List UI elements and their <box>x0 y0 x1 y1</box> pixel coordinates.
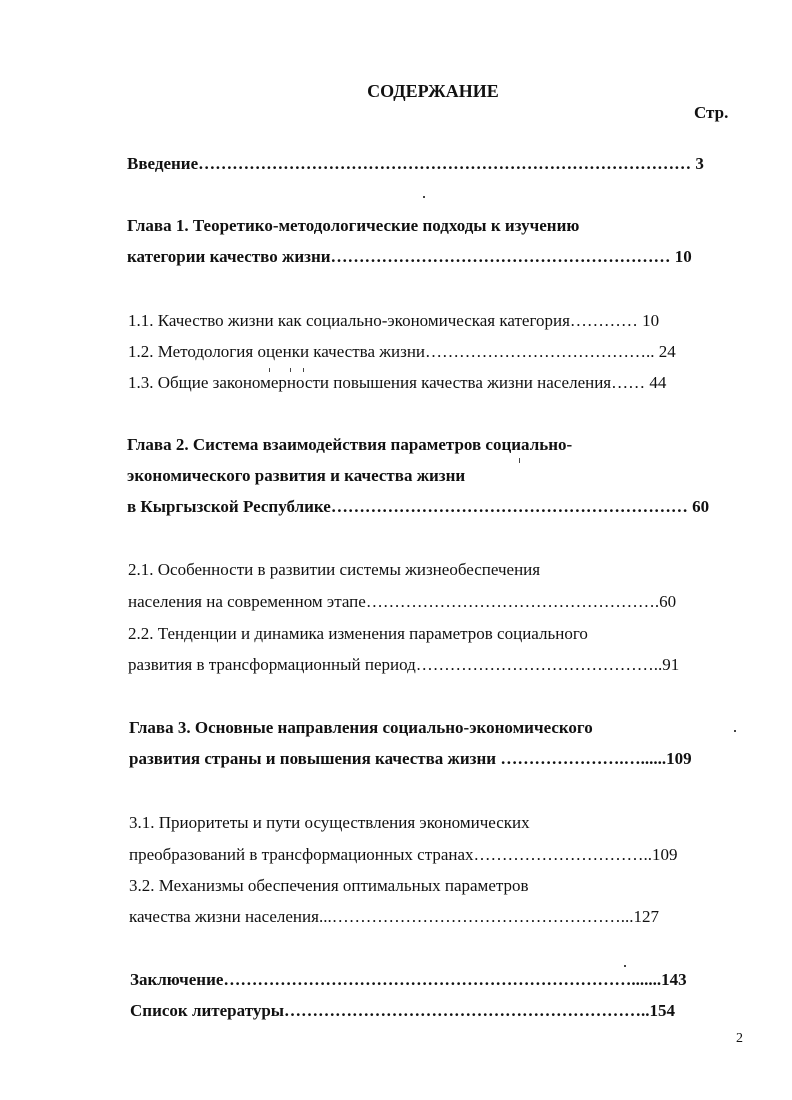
toc-section-2-1-line-2: населения на современном этапе…………………………………………….60 <box>128 592 677 611</box>
scan-speck <box>624 965 626 967</box>
toc-entry-introduction: Введение…………………………………………………………………………… 3 <box>127 154 704 173</box>
scan-speck <box>290 368 291 372</box>
scan-speck <box>734 730 736 732</box>
toc-section-1-2: 1.2. Методология оценки качества жизни………………………………….. 24 <box>128 342 676 361</box>
toc-section-2-2-line-2: развития в трансформационный период……………………………………..91 <box>128 655 680 674</box>
toc-section-1-1: 1.1. Качество жизни как социально-экономическая категория………… 10 <box>128 311 660 330</box>
page-number: 2 <box>736 1031 743 1046</box>
toc-chapter-2-line-1: Глава 2. Система взаимодействия параметров социально- <box>127 435 573 454</box>
toc-chapter-2-line-2: экономического развития и качества жизни <box>127 466 466 485</box>
toc-chapter-1-line-1: Глава 1. Теоретико-методологические подходы к изучению <box>127 216 580 235</box>
scan-speck <box>519 458 520 463</box>
toc-entry-conclusion: Заключение……………………………………………………………….......143 <box>130 970 687 989</box>
scan-speck <box>423 196 425 198</box>
scan-speck <box>269 368 270 372</box>
toc-section-2-1-line-1: 2.1. Особенности в развитии системы жизнеобеспечения <box>128 560 541 579</box>
toc-entry-bibliography: Список литературы………………………………………………………..154 <box>130 1001 676 1020</box>
page-title: СОДЕРЖАНИЕ <box>367 81 499 101</box>
toc-chapter-3-line-1: Глава 3. Основные направления социально-экономического <box>129 718 593 737</box>
scan-speck <box>303 368 304 372</box>
toc-section-3-1-line-2: преобразований в трансформационных странах…………………………..109 <box>129 845 678 864</box>
toc-chapter-3-line-2: развития страны и повышения качества жизни ………………….…......109 <box>129 749 692 768</box>
toc-section-3-2-line-1: 3.2. Механизмы обеспечения оптимальных параметров <box>129 876 529 895</box>
page-column-label: Стр. <box>694 103 729 122</box>
toc-chapter-2-line-3: в Кыргызской Республике……………………………………………………… 60 <box>127 497 710 516</box>
toc-chapter-1-line-2: категории качество жизни…………………………………………………… 10 <box>127 247 692 266</box>
toc-section-1-3: 1.3. Общие закономерности повышения качества жизни населения…… 44 <box>128 373 667 392</box>
toc-section-2-2-line-1: 2.2. Тенденции и динамика изменения параметров социального <box>128 624 588 643</box>
toc-section-3-2-line-2: качества жизни населения...……………………………………………...127 <box>129 907 659 926</box>
toc-section-3-1-line-1: 3.1. Приоритеты и пути осуществления экономических <box>129 813 530 832</box>
